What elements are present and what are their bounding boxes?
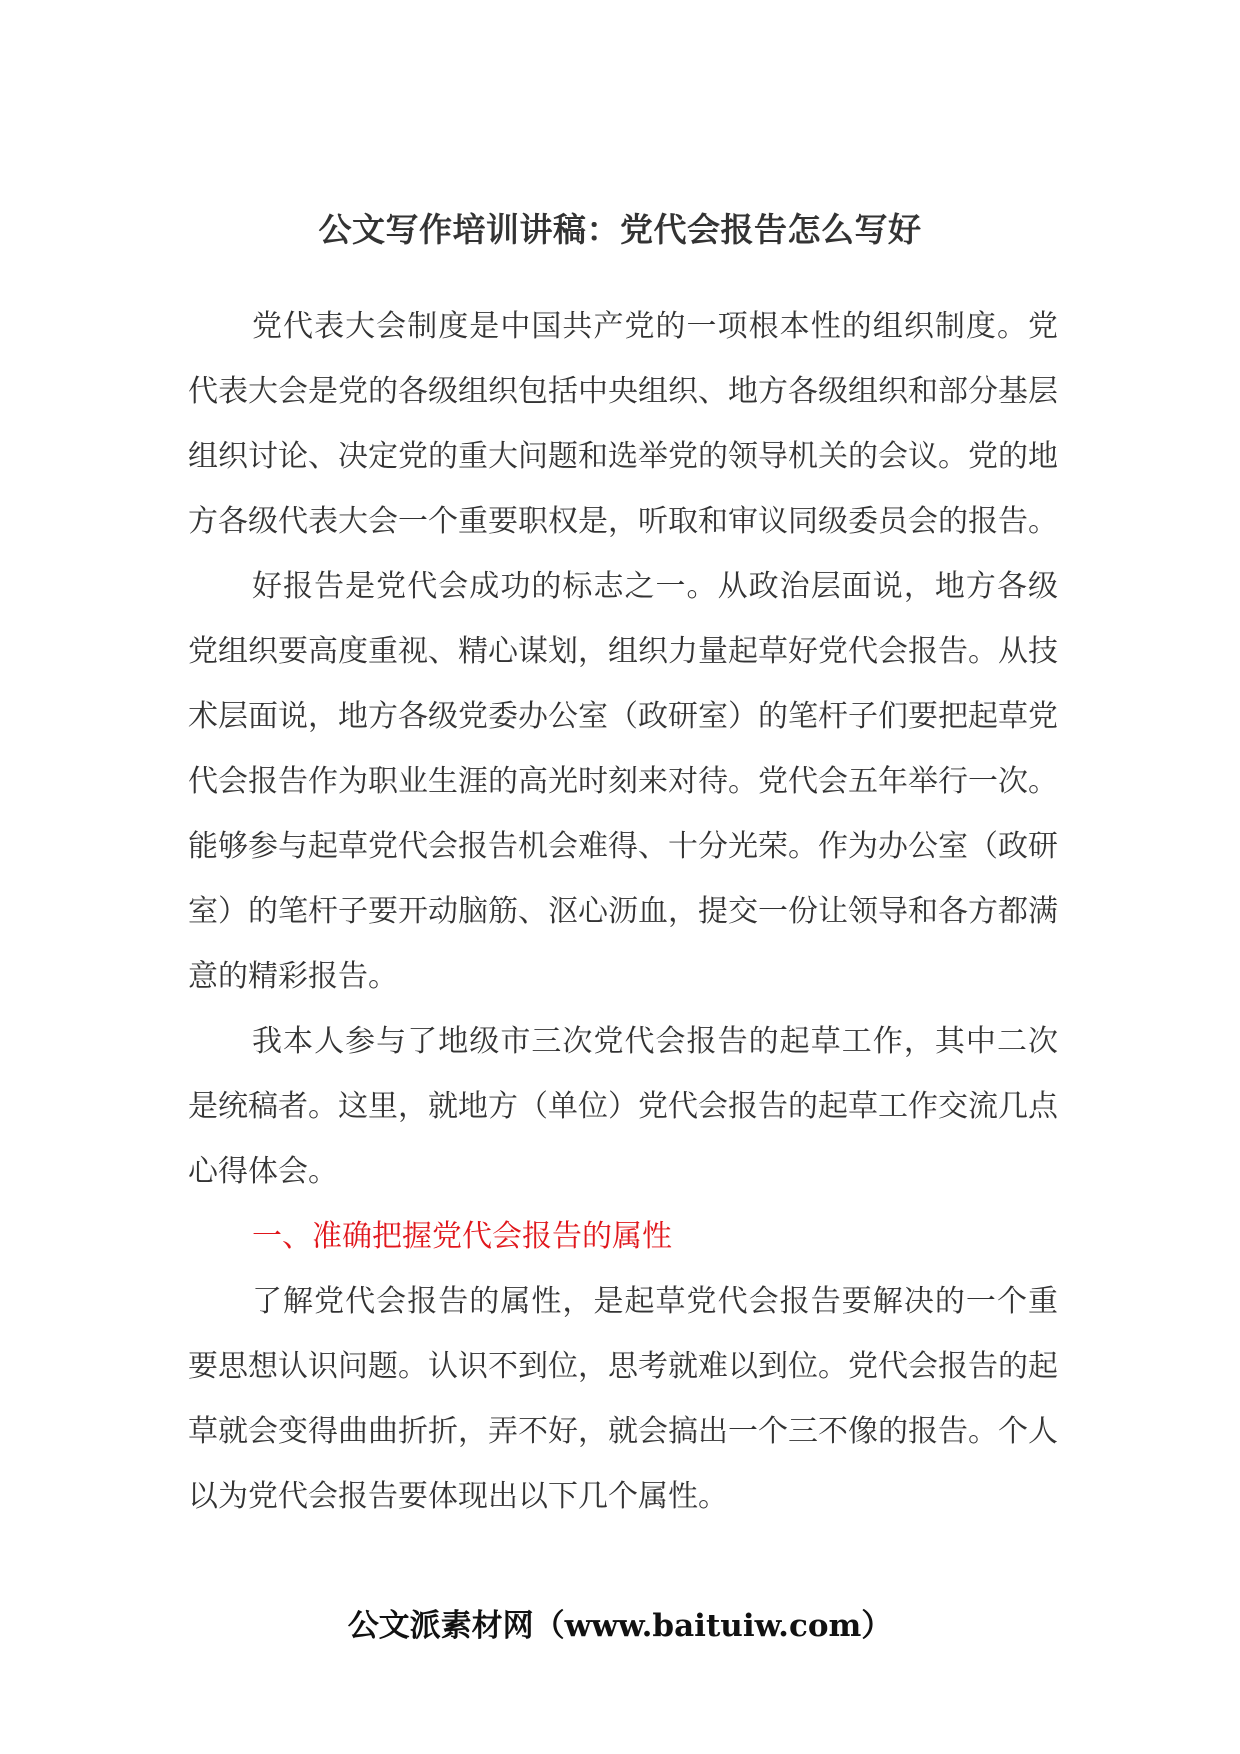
body-paragraph-1: 党代表大会制度是中国共产党的一项根本性的组织制度。党代表大会是党的各级组织包括中央组织、地方各级组织和部分基层组织讨论、决定党的重大问题和选举党的领导机关的会议。党的地方各级代表大会一个重要职权是，听取和审议同级委员会的报告。: [188, 309, 1058, 539]
section-paragraph: 了解党代会报告的属性，是起草党代会报告要解决的一个重要思想认识问题。认识不到位，思考就难以到位。党代会报告的起草就会变得曲曲折折，弄不好，就会搞出一个三不像的报告。个人以为党代会报告要体现出以下几个属性。: [188, 1284, 1058, 1514]
body-paragraph-2: 好报告是党代会成功的标志之一。从政治层面说，地方各级党组织要高度重视、精心谋划，组织力量起草好党代会报告。从技术层面说，地方各级党委办公室（政研室）的笔杆子们要把起草党代会报告作为职业生涯的高光时刻来对待。党代会五年举行一次。能够参与起草党代会报告机会难得、十分光荣。作为办公室（政研室）的笔杆子要开动脑筋、沤心沥血，提交一份让领导和各方都满意的精彩报告。: [188, 569, 1058, 994]
section-heading: 一、准确把握党代会报告的属性: [252, 1219, 672, 1254]
document-title: 公文写作培训讲稿：党代会报告怎么写好: [318, 210, 922, 249]
footer-watermark-text: 公文派素材网（www.baituiw.com）: [347, 1608, 893, 1644]
document-body: [188, 294, 1058, 1529]
body-paragraph-3: 我本人参与了地级市三次党代会报告的起草工作，其中二次是统稿者。这里，就地方（单位）党代会报告的起草工作交流几点心得体会。: [188, 1024, 1058, 1189]
